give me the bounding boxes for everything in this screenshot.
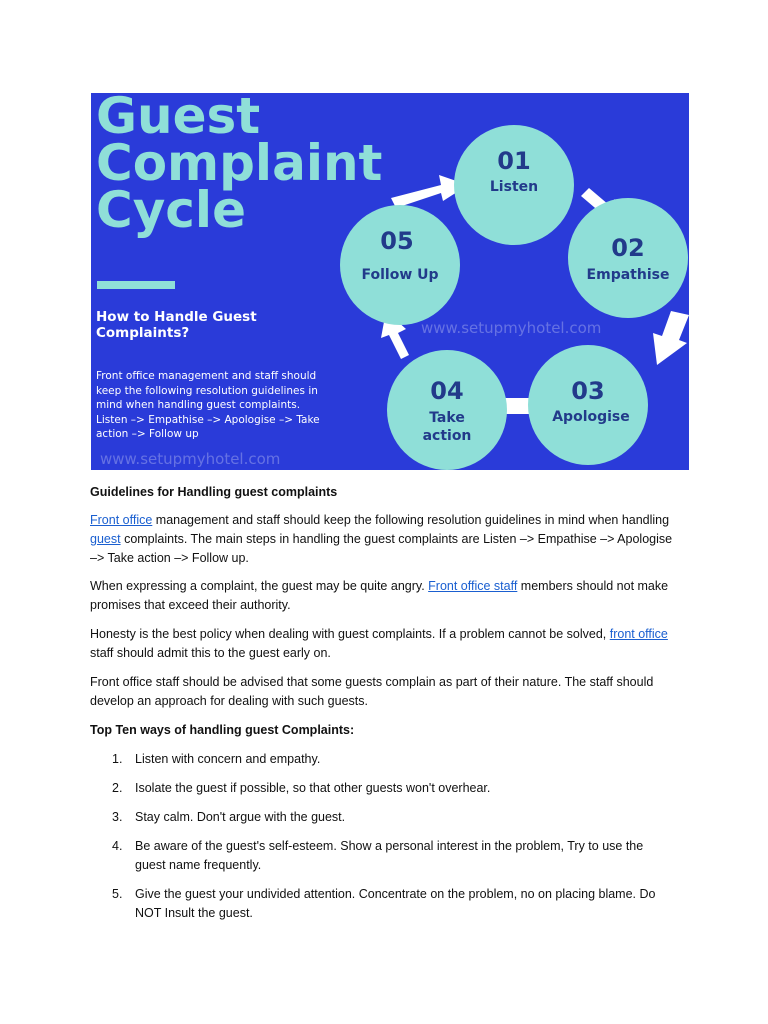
step-04-number: 04: [430, 377, 464, 405]
banner-title-line-1: Guest: [96, 93, 261, 145]
guest-link[interactable]: guest: [90, 532, 121, 546]
list-item-text: Give the guest your undivided attention. Concentrate on the problem, no on placing blame. Do NOT Insult the guest.: [135, 887, 656, 920]
step-circle-05: [340, 205, 460, 325]
step-03-number: 03: [571, 377, 605, 405]
list-item-number: 4.: [112, 839, 123, 853]
paragraph-3-text-b: staff should admit this to the guest early on.: [90, 646, 331, 660]
paragraph-3-text-a: Honesty is the best policy when dealing with guest complaints. If a problem cannot be solved,: [90, 627, 610, 641]
banner-watermark-2: www.setupmyhotel.com: [421, 319, 602, 337]
step-circle-01: [454, 125, 574, 245]
list-item-number: 2.: [112, 781, 123, 795]
banner-watermark: www.setupmyhotel.com: [100, 450, 281, 468]
step-02-label: Empathise: [586, 267, 670, 283]
list-heading: Top Ten ways of handling guest Complaints:: [90, 723, 355, 737]
list-item-number: 5.: [112, 887, 123, 901]
list-item-text: Be aware of the guest's self-esteem. Show a personal interest in the problem, Try to use the guest name frequently.: [135, 839, 644, 872]
paragraph-1: [90, 511, 680, 568]
paragraph-4: Front office staff should be advised that some guests complain as part of their nature. The staff should develop an approach for dealing with such guests.: [90, 675, 654, 708]
banner-title-line-2: Complaint: [96, 134, 383, 192]
step-04-label-line-2: action: [422, 428, 472, 444]
step-05-label: Follow Up: [361, 267, 439, 283]
step-circle-03: [528, 345, 648, 465]
step-01-number: 01: [497, 147, 531, 175]
step-circle-02: [568, 198, 688, 318]
article-heading: Guidelines for Handling guest complaints: [90, 485, 338, 499]
list-item-text: Stay calm. Don't argue with the guest.: [135, 810, 346, 824]
front-office-link-2[interactable]: front office: [609, 627, 668, 641]
list-item-number: 3.: [112, 810, 123, 824]
paragraph-3: [90, 625, 680, 663]
step-01-label: Listen: [489, 179, 539, 195]
front-office-staff-link[interactable]: Front office staff: [428, 579, 518, 593]
step-04-label-line-1: Take: [429, 410, 465, 426]
guest-complaint-cycle-banner: [91, 93, 689, 470]
paragraph-1-text-a: management and staff should keep the following resolution guidelines in mind when handling: [152, 513, 670, 527]
step-03-label: Apologise: [552, 409, 630, 425]
paragraph-1-text-b: complaints. The main steps in handling the guest complaints are Listen –> Empathise –> Apologise –> Take action –> Follow up.: [90, 532, 673, 565]
list-item-text: Listen with concern and empathy.: [135, 752, 321, 766]
step-02-number: 02: [611, 234, 645, 262]
banner-title-line-3: Cycle: [96, 181, 246, 239]
list-item-text: Isolate the guest if possible, so that other guests won't overhear.: [135, 781, 491, 795]
arrow-02-to-03: [653, 311, 689, 365]
front-office-link[interactable]: Front office: [90, 513, 153, 527]
banner-description: Front office management and staff should keep the following resolution guidelines in mind when handling guest complaints. Listen –> Empathise –> Apologise –> Take action –> Follow up: [96, 370, 320, 441]
step-circle-04: [387, 350, 507, 470]
paragraph-2-text-b: members should not make promises that exceed their authority.: [90, 579, 669, 612]
banner-subtitle: How to Handle Guest Complaints?: [96, 309, 257, 341]
step-05-number: 05: [380, 227, 414, 255]
paragraph-2: [90, 577, 680, 615]
paragraph-2-text-a: When expressing a complaint, the guest may be quite angry.: [90, 579, 429, 593]
complaint-cycle-diagram: [91, 93, 689, 470]
list-item-number: 1.: [112, 752, 123, 766]
